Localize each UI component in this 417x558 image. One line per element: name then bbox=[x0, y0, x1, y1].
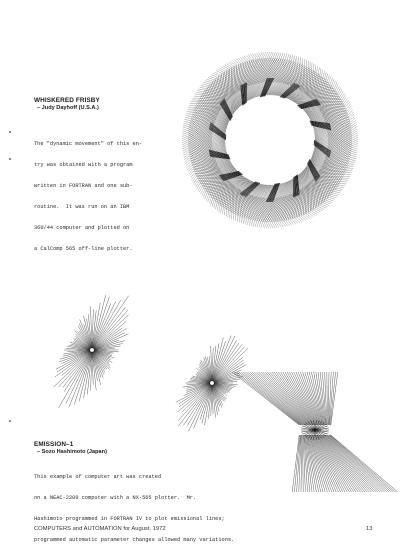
emission-ray bbox=[78, 326, 91, 348]
emission-artwork-3 bbox=[260, 360, 375, 500]
emission-author: – Sozo Hashimoto (Japan) bbox=[37, 449, 107, 456]
emission-ray bbox=[256, 372, 306, 425]
emission-line: on a NEAC-2200 computer with a NX-565 plotter. Mr. bbox=[34, 495, 234, 502]
emission-line: Hashimoto programmed in FORTRAN IV to plot emissional lines; bbox=[34, 516, 234, 523]
whiskered-description bbox=[34, 107, 142, 267]
emission-ray bbox=[93, 310, 128, 349]
emission-ray bbox=[330, 435, 394, 492]
emission-line: This example of computer art was created bbox=[34, 474, 234, 481]
margin-mark bbox=[9, 131, 11, 133]
emission-ray bbox=[54, 351, 91, 387]
emission-ray bbox=[214, 357, 243, 381]
frisby-whisker bbox=[227, 64, 255, 85]
frisby-whisker bbox=[303, 58, 305, 93]
frisby-whisker bbox=[188, 107, 223, 109]
frisby-whisker bbox=[194, 155, 215, 183]
emission-ray bbox=[213, 348, 248, 381]
frisby-whisker bbox=[240, 57, 264, 82]
emission-ray bbox=[177, 384, 210, 412]
emission-ray bbox=[278, 372, 313, 425]
margin-mark bbox=[9, 158, 11, 160]
emission-ray bbox=[76, 334, 91, 349]
whiskered-author: – Judy Dayhoff (U.S.A.) bbox=[37, 105, 99, 112]
emission-ray bbox=[261, 372, 308, 425]
emission-ray bbox=[327, 372, 328, 425]
frisby-whisker bbox=[221, 179, 227, 213]
frisby-whisker bbox=[195, 157, 215, 186]
emission-ray bbox=[307, 372, 322, 425]
emission-title: EMISSION–1 bbox=[34, 441, 73, 449]
frisby-whisker bbox=[313, 67, 319, 101]
emission-ray bbox=[93, 297, 110, 348]
frisby-whisker bbox=[225, 65, 254, 85]
frisby-whisker bbox=[288, 54, 295, 88]
frisby-whisker bbox=[244, 192, 251, 226]
emission-ray bbox=[93, 315, 128, 349]
emission-ray bbox=[321, 435, 365, 492]
whiskered-line: routine. It was run on an IBM bbox=[34, 204, 142, 211]
whiskered-line: a CalComp 565 off-line plotter. bbox=[34, 246, 142, 253]
emission-artwork-1 bbox=[30, 275, 160, 425]
frisby-whisker bbox=[301, 58, 303, 93]
emission-ray bbox=[94, 341, 125, 350]
whiskered-line: The "dynamic movement" of this en- bbox=[34, 141, 142, 148]
whiskered-line: 360/44 computer and plotted on bbox=[34, 225, 142, 232]
emission-ray bbox=[322, 435, 369, 492]
frisby-whisker bbox=[188, 106, 223, 108]
emission-ray bbox=[308, 435, 323, 492]
emission-ray bbox=[265, 372, 309, 425]
frisby-whisker bbox=[326, 95, 346, 124]
emission-ray bbox=[303, 435, 304, 492]
emission-ray bbox=[305, 435, 312, 492]
emission-ray bbox=[254, 372, 306, 425]
emission-ray bbox=[324, 435, 376, 492]
footer-publication: COMPUTERS and AUTOMATION for August, 1972 bbox=[34, 526, 166, 532]
emission-line: programmed automatic parameter changes allowed many variations. bbox=[34, 537, 234, 544]
emission-ray bbox=[59, 352, 92, 408]
frisby-whisker bbox=[187, 146, 212, 170]
frisby-whisker bbox=[242, 57, 266, 83]
emission-ray bbox=[197, 368, 211, 382]
frisby-whisker bbox=[184, 114, 218, 121]
frisby-whisker bbox=[309, 183, 343, 189]
frisby-whisker bbox=[326, 97, 347, 125]
footer-page-number: 13 bbox=[366, 526, 372, 532]
emission-ray bbox=[94, 333, 125, 349]
frisby-whisker bbox=[276, 198, 300, 223]
emission-artwork-2 bbox=[150, 315, 275, 450]
emission-ray bbox=[283, 372, 315, 425]
emission-ray bbox=[301, 435, 302, 492]
emission-ray bbox=[292, 435, 299, 492]
emission-ray bbox=[94, 321, 127, 349]
frisby-whisker bbox=[328, 112, 354, 136]
emission-ray bbox=[74, 352, 91, 405]
frisby-whisker bbox=[197, 91, 231, 97]
frisby-whisker bbox=[183, 133, 213, 151]
whiskered-title: WHISKERED FRISBY bbox=[34, 97, 100, 105]
frisby-whisker bbox=[317, 173, 352, 175]
whiskered-frisby-artwork bbox=[170, 40, 370, 240]
frisby-whisker bbox=[287, 196, 316, 216]
frisby-whisker bbox=[237, 188, 239, 223]
frisby-whisker bbox=[274, 198, 298, 224]
whiskered-line: written in FORTRAN and one sub- bbox=[34, 183, 142, 190]
frisby-whisker bbox=[187, 144, 213, 168]
emission-ray bbox=[331, 372, 338, 425]
margin-mark bbox=[9, 420, 11, 422]
emission-ray bbox=[328, 372, 329, 425]
emission-ray bbox=[326, 435, 381, 492]
whiskered-line: try was obtained with a program bbox=[34, 162, 142, 169]
emission-ray bbox=[324, 435, 374, 492]
emission-ray bbox=[62, 351, 91, 375]
emission-ray bbox=[318, 372, 325, 425]
emission-ray bbox=[63, 352, 91, 388]
frisby-whisker bbox=[328, 110, 353, 134]
frisby-whisker bbox=[285, 196, 313, 217]
emission-description bbox=[34, 460, 234, 558]
emission-ray bbox=[317, 435, 352, 492]
frisby-whisker bbox=[236, 187, 238, 222]
emission-ray bbox=[316, 435, 348, 492]
emission-ray bbox=[187, 385, 211, 426]
